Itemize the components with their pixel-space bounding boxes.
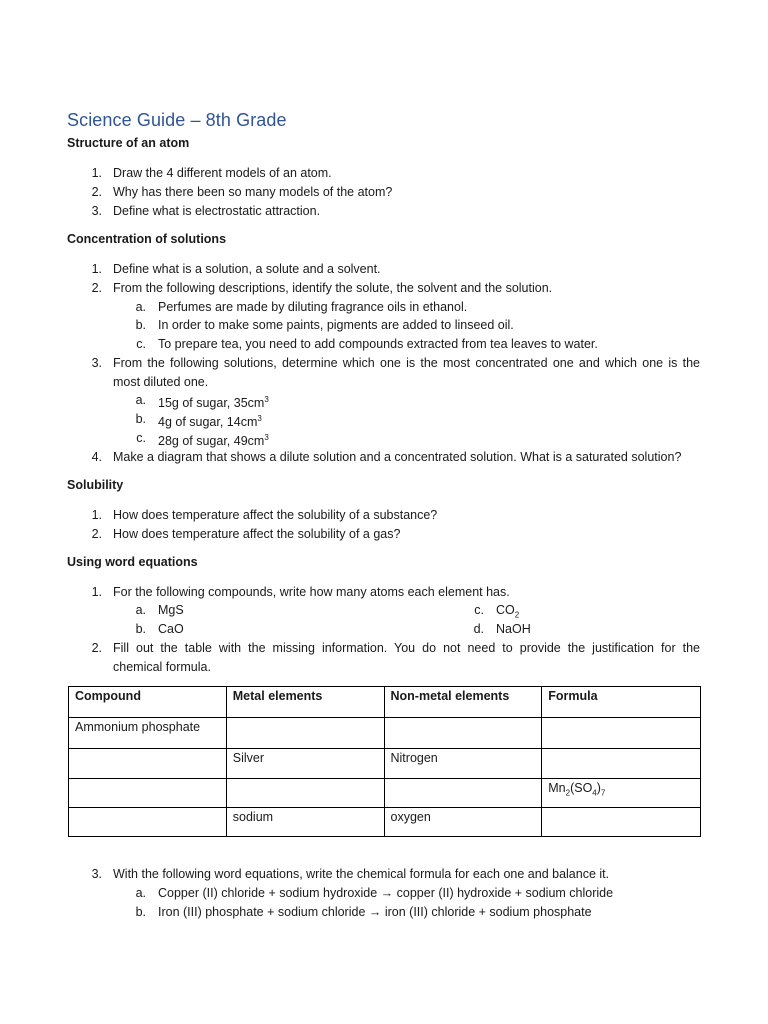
table-cell xyxy=(384,779,542,808)
table-header-cell: Non-metal elements xyxy=(384,687,542,718)
table-cell xyxy=(226,718,384,749)
table-cell xyxy=(384,718,542,749)
section-heading-word-equations: Using word equations xyxy=(67,555,198,569)
table-cell: Nitrogen xyxy=(384,749,542,779)
section-heading-concentration: Concentration of solutions xyxy=(67,232,227,246)
section-heading-solubility: Solubility xyxy=(67,478,124,492)
table-cell xyxy=(542,718,701,749)
table-cell-formula: $Mn_2(SO_4)_7$ xyxy=(542,779,701,808)
table-header-cell: Metal elements xyxy=(226,687,384,718)
table-header-row xyxy=(69,687,701,718)
table-cell: sodium xyxy=(226,808,384,837)
page-title: Science Guide – 8th Grade xyxy=(67,110,287,130)
table-cell: Silver xyxy=(226,749,384,779)
table-cell xyxy=(226,779,384,808)
table-cell xyxy=(69,808,227,837)
table-row xyxy=(69,808,701,837)
table-row xyxy=(69,779,701,808)
list-item-continuation: most diluted one. xyxy=(113,375,209,389)
table-cell xyxy=(542,749,701,779)
table-row xyxy=(69,718,701,749)
table-header-cell: Compound xyxy=(69,687,227,718)
section-heading-atom: Structure of an atom xyxy=(67,136,190,150)
table-cell xyxy=(69,779,227,808)
table-cell xyxy=(69,749,227,779)
list-item-continuation: chemical formula. xyxy=(113,660,211,674)
document-page: Science Guide – 8th Grade Structure of an atom 1. Draw the 4 different models of an atom. 2. Why has there been so many models of the atom? 3. Define what is electrostatic attraction. Concentration of solutions 1. Define what is a solution, a solute and a solvent. 2. From the following descriptions, identify the solute, the solvent and the solution. a. Perfumes are made by diluting fragrance oils in ethanol. b. In order to make some paints, pigments are added to linseed oil. c. To prepare tea, you need to add compounds extracted from tea leaves to water. 3. From the following solutions, determine which one is the most concentrated one and which one is the most diluted one. a. 15g of sugar, $35cm^3$ b. 4g of sugar, $14cm^3$ c. 28g of sugar, $49cm^3$ 4. Make a diagram that shows a dilute solution and a concentrated solution. What is a saturated solution? Solubility 1. How does temperature affect the solubility of a substance? 2. How does temperature affect the solubility of a gas? Using word equations 1. For the following compounds, write how many atoms each element has. a. MgS c. $CO_2$ b. CaO d. NaOH 2. Fill out the table with the missing information. You do not need to provide the justification for the chemical formula. Compound Metal elements Non-metal elements Formula Ammonium phosphate Silver Nitrogen $Mn_2(SO_4)_7$ sodium oxygen 3. With the following word equations, write the chemical formula for each one and balance it. a. Copper (II) chloride + sodium hydroxide → copper (II) hydroxide + sodium chloride b. Iron (III) phosphate + sodium chloride → iron (III) chloride + sodium phosphate xyxy=(67,110,700,919)
table-cell: oxygen xyxy=(384,808,542,837)
table-header-cell: Formula xyxy=(542,687,701,718)
table-cell xyxy=(542,808,701,837)
compound-table xyxy=(68,686,701,837)
table-cell: Ammonium phosphate xyxy=(69,718,227,749)
table-row xyxy=(69,749,701,779)
